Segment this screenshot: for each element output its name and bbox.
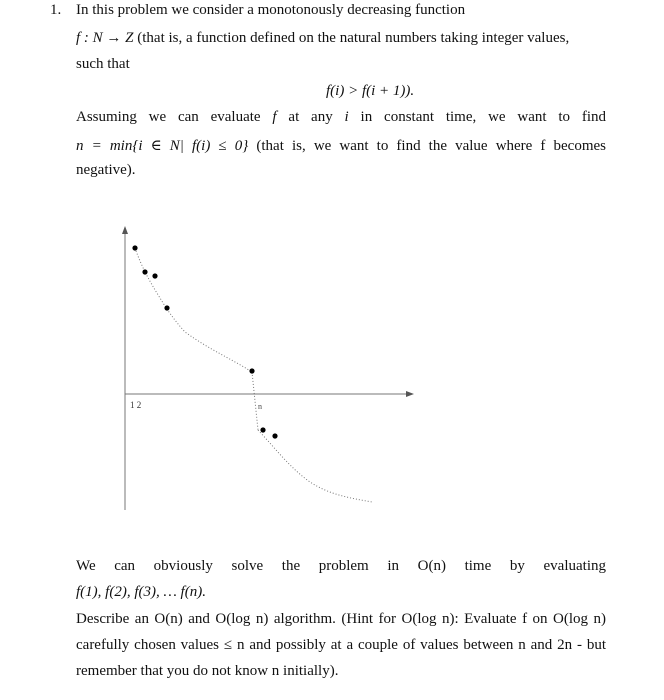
text-at-any: at any [288, 109, 333, 125]
data-point [164, 305, 169, 310]
problem-line-3: such that [76, 56, 130, 72]
function-curve-upper [135, 248, 252, 372]
problem-line-1: In this problem we consider a monotonously decreasing function [76, 2, 466, 18]
paragraph-2-line-3: negative). [76, 162, 136, 178]
data-point [152, 273, 157, 278]
math-min-definition: n = min{i ∈ N| f(i) ≤ 0} [76, 138, 249, 154]
function-curve-lower [258, 430, 372, 502]
decreasing-function-figure [100, 220, 430, 520]
problem-number: 1. [50, 2, 62, 18]
data-point [132, 245, 137, 250]
solution-line-4: carefully chosen values ≤ n and possibly at a couple of values between n and 2n - but [76, 637, 606, 653]
paragraph-2-line-1 [76, 109, 606, 126]
data-point [260, 427, 265, 432]
tick-label-n: n [258, 402, 262, 411]
text-constant-time: in constant time, we want to find [360, 109, 607, 125]
paragraph-2-line-2 [76, 136, 606, 155]
data-point [249, 368, 254, 373]
function-signature: f : N → Z [76, 30, 134, 46]
data-point [272, 433, 277, 438]
x-axis-arrow-icon [406, 391, 414, 397]
y-axis-arrow-icon [122, 226, 128, 234]
solution-line-2: f(1), f(2), f(3), … f(n). [76, 584, 206, 600]
function-curve-middle [252, 372, 258, 430]
tick-label-1-2: 1 2 [130, 400, 142, 410]
solution-line-5: remember that you do not know n initially). [76, 663, 339, 679]
math-f: f [272, 109, 277, 125]
problem-line-2 [76, 30, 606, 47]
monotonic-condition: f(i) > f(i + 1)). [326, 83, 415, 99]
data-point [142, 269, 147, 274]
function-description: (that is, a function defined on the natural numbers taking integer values, [137, 30, 570, 46]
solution-line-3: Describe an O(n) and O(log n) algorithm. (Hint for O(log n): Evaluate f on O(log n) [76, 611, 606, 627]
text-assuming: Assuming we can evaluate [76, 109, 261, 125]
text-find-value: (that is, we want to find the value where f becomes [256, 138, 607, 154]
solution-line-1: We can obviously solve the problem in O(n) time by evaluating [76, 558, 606, 574]
math-i: i [344, 109, 349, 125]
